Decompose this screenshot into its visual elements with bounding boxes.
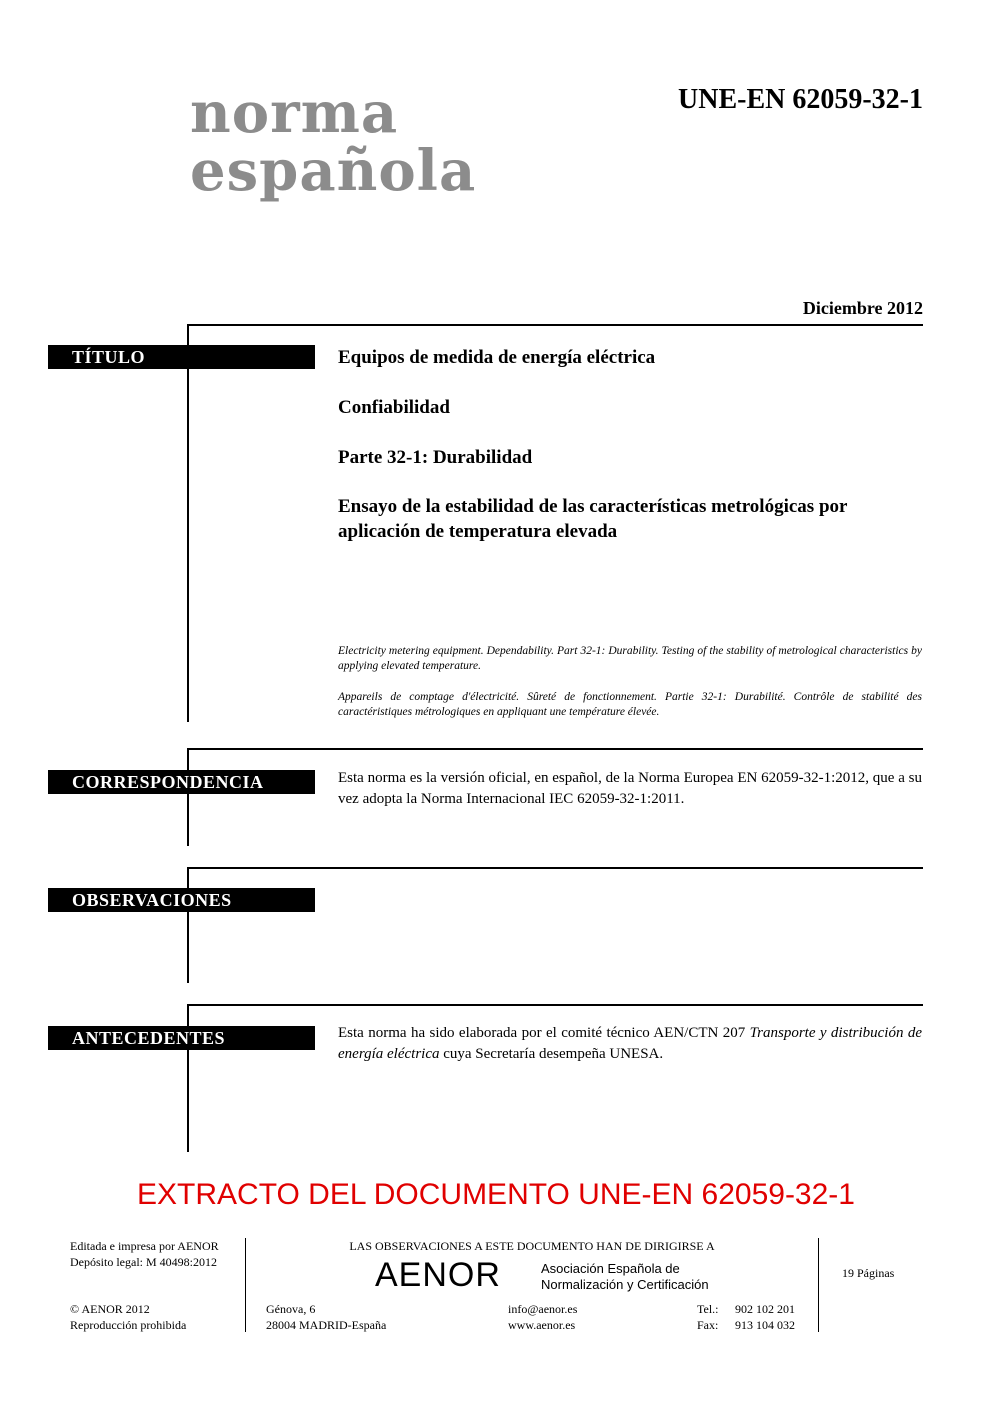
section-divider-antecedentes (187, 1004, 923, 1006)
antecedentes-text (338, 1023, 922, 1065)
section-vertical-rule-observaciones (187, 867, 189, 983)
footer-tel-label: Tel.: (697, 1302, 719, 1316)
section-vertical-rule-titulo (187, 324, 189, 722)
aenor-logo: AENOR (375, 1256, 501, 1294)
antecedentes-committee-name: Transporte y distribución de energía eléctrica (338, 1025, 922, 1062)
section-label-antecedentes: ANTECEDENTES (48, 1026, 315, 1050)
footer-copyright: © AENOR 2012 (70, 1302, 150, 1316)
footer-deposit: Depósito legal: M 40498:2012 (70, 1255, 217, 1269)
brand-line-1: norma (190, 80, 399, 146)
publication-date: Diciembre 2012 (802, 298, 923, 318)
title-line-2: Confiabilidad (338, 397, 450, 418)
correspondencia-text: Esta norma es la versión oficial, en español, de la Norma Europea EN 62059-32-1:2012, que a su vez adopta la Norma Internacional IEC 62059-32-1:2011. (338, 770, 922, 807)
footer-tel: 902 102 201 (735, 1302, 795, 1316)
brand-line-2: española (190, 138, 477, 204)
section-label-observaciones: OBSERVACIONES (48, 888, 315, 912)
title-french: Appareils de comptage d'électricité. Sûreté de fonctionnement. Partie 32-1: Durabilité. Contrôle de stabilité des caractéristiques métrologiques en appliquant une température élevée. (338, 691, 922, 718)
footer-rights-info (70, 1301, 186, 1333)
standard-code: UNE-EN 62059-32-1 (678, 84, 923, 115)
title-line-1: Equipos de medida de energía eléctrica (338, 347, 656, 368)
footer-contact-online (508, 1301, 577, 1333)
antecedentes-text-part-2: cuya Secretaría desempeña UNESA. (439, 1046, 664, 1062)
footer-divider-right (818, 1238, 819, 1332)
footer-fax-label: Fax: (697, 1318, 719, 1332)
footer-page-count: 19 Páginas (842, 1266, 895, 1280)
brand-title (190, 80, 477, 204)
section-label-correspondencia: CORRESPONDENCIA (48, 770, 315, 794)
footer-email[interactable]: info@aenor.es (508, 1302, 578, 1316)
section-divider-correspondencia (187, 748, 923, 750)
aenor-org-line-1: Asociación Española de (541, 1261, 680, 1276)
footer-observations-notice: LAS OBSERVACIONES A ESTE DOCUMENTO HAN DE DIRIGIRSE A (349, 1239, 715, 1253)
section-divider-titulo (187, 324, 923, 326)
extract-watermark: EXTRACTO DEL DOCUMENTO UNE-EN 62059-32-1 (137, 1178, 855, 1211)
title-line-4: Ensayo de la estabilidad de las características metrológicas por aplicación de temperatura elevada (338, 496, 848, 542)
footer-address-line-1: Génova, 6 (266, 1302, 316, 1316)
footer-web[interactable]: www.aenor.es (508, 1318, 576, 1332)
aenor-organization-name (541, 1261, 709, 1293)
footer-address (266, 1301, 386, 1333)
title-line-3: Parte 32-1: Durabilidad (338, 447, 533, 468)
aenor-org-line-2: Normalización y Certificación (541, 1277, 709, 1292)
section-divider-observaciones (187, 867, 923, 869)
footer-phone-numbers (735, 1301, 795, 1333)
footer-reproduction: Reproducción prohibida (70, 1318, 187, 1332)
antecedentes-text-part-1: Esta norma ha sido elaborada por el comité técnico AEN/CTN 207 (338, 1025, 750, 1041)
footer-fax: 913 104 032 (735, 1318, 795, 1332)
section-label-titulo: TÍTULO (48, 345, 315, 369)
section-vertical-rule-correspondencia (187, 748, 189, 846)
footer-publisher-info (70, 1238, 219, 1270)
footer-address-line-2: 28004 MADRID-España (266, 1318, 387, 1332)
footer-phone-labels (697, 1301, 719, 1333)
title-english: Electricity metering equipment. Dependability. Part 32-1: Durability. Testing of the stability of metrological characteristics by applying elevated temperature. (338, 645, 922, 672)
footer-edited: Editada e impresa por AENOR (70, 1239, 219, 1253)
